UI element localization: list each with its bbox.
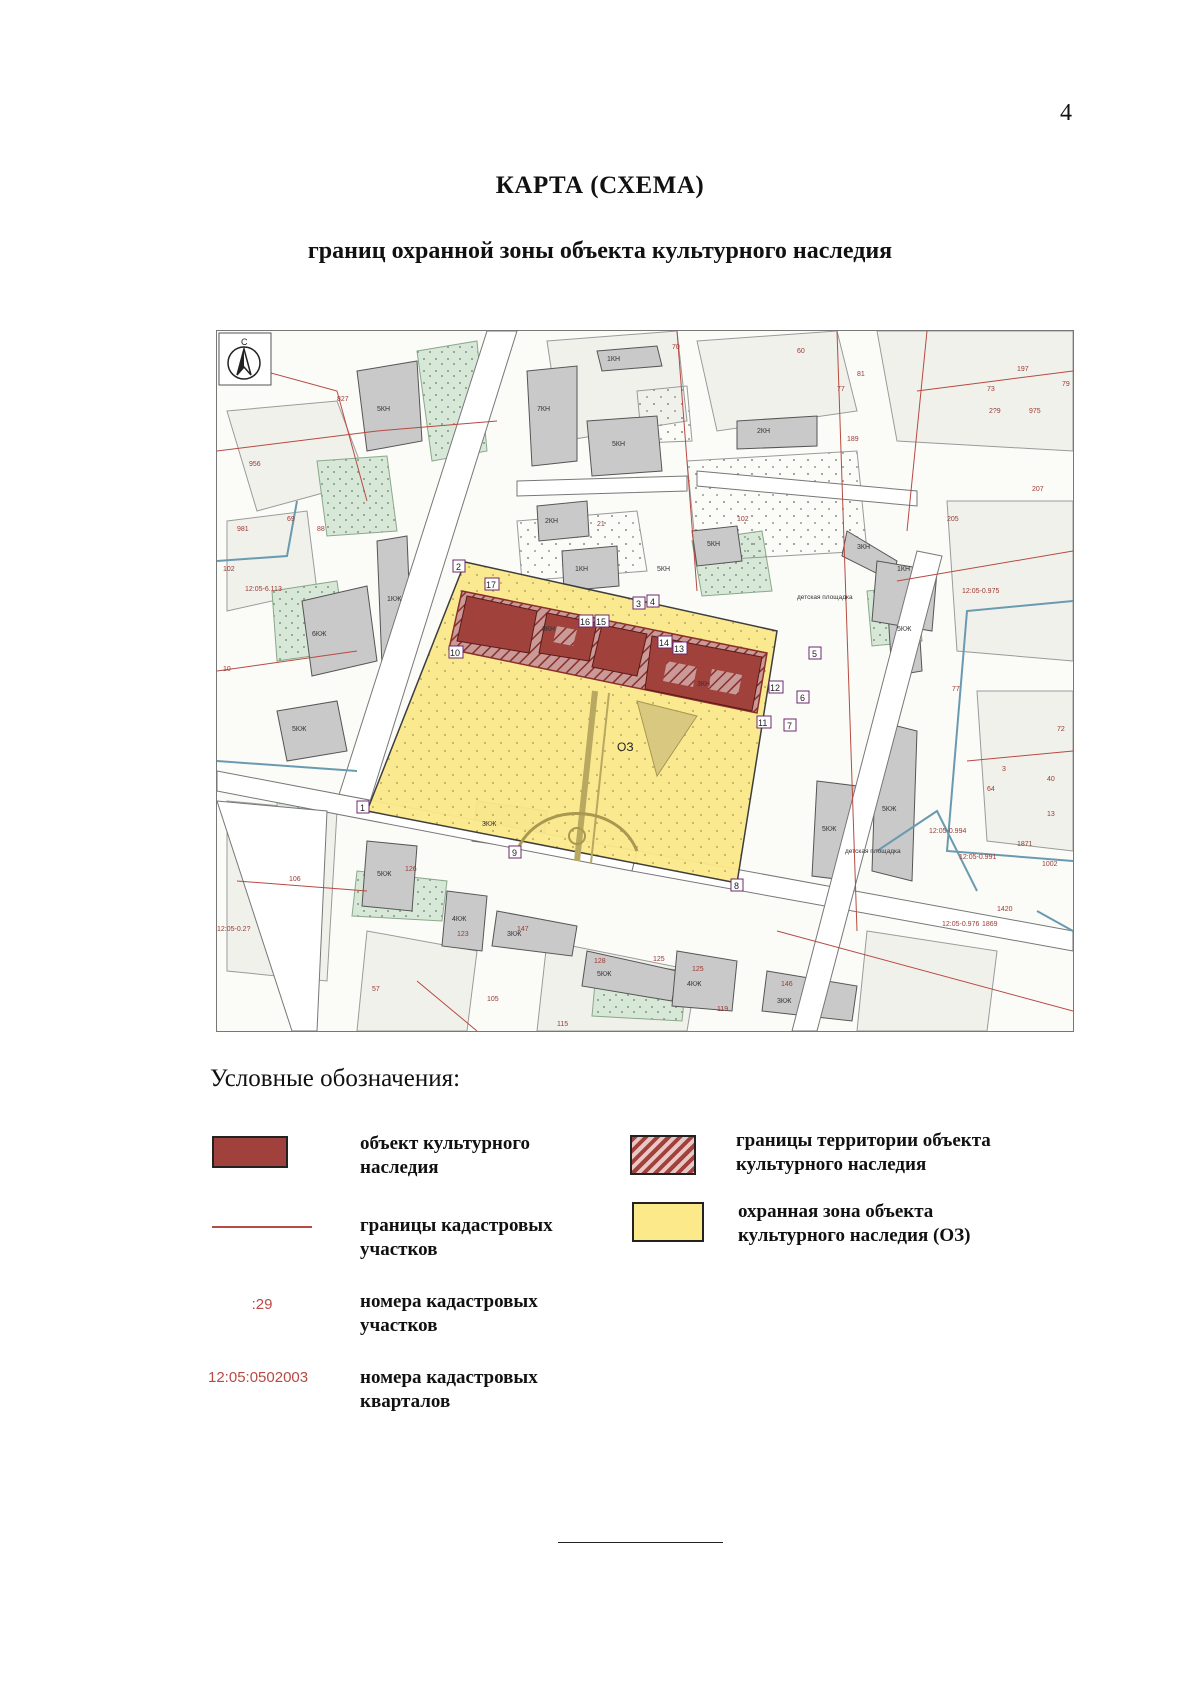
svg-text:205: 205 (947, 516, 959, 523)
svg-text:119: 119 (717, 1006, 729, 1013)
svg-text:70: 70 (672, 344, 680, 351)
svg-text:827: 827 (337, 396, 349, 403)
cultural-object-swatch (212, 1136, 288, 1168)
legend-item-territory-boundary (630, 1130, 991, 1177)
svg-text:1КЖ: 1КЖ (387, 596, 402, 603)
zone-label: ОЗ (617, 740, 634, 754)
svg-text:10: 10 (450, 648, 461, 658)
svg-text:57: 57 (372, 986, 380, 993)
page-title: КАРТА (СХЕМА) (495, 172, 705, 199)
svg-text:72: 72 (1057, 726, 1065, 733)
north-arrow (219, 333, 271, 385)
svg-text:5КЖ: 5КЖ (897, 626, 912, 633)
svg-text:64: 64 (987, 786, 995, 793)
svg-text:5КЖ: 5КЖ (377, 871, 392, 878)
zone-map-canvas (217, 331, 1073, 1031)
svg-text:6: 6 (800, 693, 806, 703)
legend-item-cultural-object (212, 1133, 531, 1180)
svg-text:102: 102 (223, 566, 235, 573)
point-marker (449, 646, 463, 658)
legend-text-line: культурного наследия (736, 1154, 927, 1175)
svg-text:1КН: 1КН (607, 356, 621, 363)
point-marker (647, 595, 659, 607)
svg-text:9: 9 (512, 848, 518, 858)
legend-item-cadastral-boundary (212, 1214, 553, 1262)
svg-text:4КЖ: 4КЖ (687, 981, 702, 988)
svg-text:8: 8 (734, 881, 740, 891)
point-marker (579, 615, 593, 627)
point-marker (797, 691, 809, 703)
point-marker (595, 615, 609, 627)
svg-text:69: 69 (287, 516, 295, 523)
svg-text:1КН: 1КН (575, 566, 589, 573)
svg-text:3КЖ: 3КЖ (507, 931, 522, 938)
svg-text:77: 77 (952, 686, 960, 693)
legend-text-line: участков (360, 1315, 438, 1336)
svg-text:1002: 1002 (1042, 861, 1058, 868)
page-subtitle: границ охранной зоны объекта культурного наследия (307, 238, 893, 264)
legend-title: Условные обозначения: (210, 1065, 461, 1092)
legend-text-line: объект культурного (360, 1133, 531, 1154)
svg-text:3: 3 (1002, 766, 1006, 773)
svg-text:12:05-0.976: 12:05-0.976 (942, 921, 980, 928)
point-marker (757, 716, 771, 728)
point-marker (357, 801, 369, 813)
svg-text:3КЖ: 3КЖ (482, 821, 497, 828)
page-number: 4 (1060, 100, 1072, 126)
svg-text:21: 21 (597, 521, 605, 528)
svg-text:146: 146 (781, 981, 793, 988)
svg-text:7: 7 (787, 721, 793, 731)
svg-text:77: 77 (837, 386, 845, 393)
svg-text:2: 2 (456, 562, 462, 572)
footer-rule (558, 1542, 723, 1543)
svg-text:115: 115 (557, 1021, 569, 1028)
svg-text:5КЖ: 5КЖ (597, 971, 612, 978)
svg-text:12:05-0.994: 12:05-0.994 (929, 828, 967, 835)
legend-item-protection-zone (632, 1202, 970, 1248)
svg-text:4: 4 (650, 597, 656, 607)
point-marker (673, 642, 687, 654)
svg-text:3: 3 (636, 599, 642, 609)
legend-text-line: границы кадастровых (360, 1215, 553, 1236)
svg-text:17: 17 (486, 580, 497, 590)
legend-text (360, 1214, 553, 1262)
legend-text (736, 1129, 991, 1177)
svg-text:981: 981 (237, 526, 249, 533)
svg-text:детская площадка: детская площадка (797, 594, 853, 601)
legend-text-line: наследия (360, 1157, 439, 1178)
svg-text:147: 147 (517, 926, 529, 933)
svg-text:126: 126 (405, 866, 417, 873)
svg-text:12: 12 (770, 683, 781, 693)
legend-item-parcel-number (212, 1290, 538, 1338)
svg-text:16: 16 (580, 617, 591, 627)
svg-text:13: 13 (1047, 811, 1055, 818)
svg-text:5КН: 5КН (612, 441, 626, 448)
svg-text:14: 14 (659, 638, 670, 648)
svg-text:207: 207 (1032, 486, 1044, 493)
svg-text:5КН: 5КН (707, 541, 721, 548)
point-marker (784, 719, 796, 731)
svg-text:105: 105 (487, 996, 499, 1003)
svg-text:189: 189 (847, 436, 859, 443)
legend-text-line: культурного наследия (ОЗ) (738, 1225, 971, 1246)
svg-text:73: 73 (987, 386, 995, 393)
legend-text (360, 1290, 538, 1338)
svg-text:10: 10 (223, 666, 231, 673)
legend-text-line: кварталов (360, 1391, 451, 1412)
svg-text:1КН: 1КН (897, 566, 911, 573)
svg-text:1420: 1420 (997, 906, 1013, 913)
svg-text:2КН: 2КН (545, 518, 559, 525)
svg-text:3КН: 3КН (697, 681, 711, 688)
svg-text:4КЖ: 4КЖ (452, 916, 467, 923)
legend-text (738, 1200, 970, 1248)
svg-text:81: 81 (857, 371, 865, 378)
svg-text:123: 123 (457, 931, 469, 938)
territory-hatch-swatch (630, 1135, 696, 1175)
svg-text:197: 197 (1017, 366, 1029, 373)
legend-text-line: участков (360, 1239, 438, 1260)
svg-text:88: 88 (317, 526, 325, 533)
svg-text:5КЖ: 5КЖ (822, 826, 837, 833)
svg-text:79: 79 (1062, 381, 1070, 388)
svg-text:3КЖ: 3КЖ (777, 998, 792, 1005)
svg-text:12:05-0.991: 12:05-0.991 (959, 854, 997, 861)
svg-text:2?9: 2?9 (989, 408, 1001, 415)
svg-text:1871: 1871 (1017, 841, 1033, 848)
svg-text:60: 60 (797, 348, 805, 355)
svg-text:125: 125 (653, 956, 665, 963)
svg-text:5КН: 5КН (657, 566, 671, 573)
svg-text:2КН: 2КН (757, 428, 771, 435)
legend-item-quarter-number (208, 1366, 538, 1414)
svg-text:1869: 1869 (982, 921, 998, 928)
svg-text:5КЖ: 5КЖ (882, 806, 897, 813)
svg-text:детская площадка: детская площадка (845, 848, 901, 855)
svg-text:13: 13 (674, 644, 685, 654)
svg-text:128: 128 (594, 958, 606, 965)
svg-text:7КН: 7КН (537, 406, 551, 413)
svg-text:40: 40 (1047, 776, 1055, 783)
svg-text:5: 5 (812, 649, 818, 659)
legend-text-line: номера кадастровых (360, 1367, 538, 1388)
svg-text:6КЖ: 6КЖ (312, 631, 327, 638)
svg-text:5КЖ: 5КЖ (292, 726, 307, 733)
svg-text:102: 102 (737, 516, 749, 523)
parcel-number-sample: :29 (251, 1296, 273, 1313)
svg-text:15: 15 (596, 617, 607, 627)
svg-text:12:05-6.113: 12:05-6.113 (245, 586, 282, 593)
svg-text:956: 956 (249, 461, 261, 468)
svg-text:106: 106 (289, 876, 301, 883)
legend-text (360, 1366, 538, 1414)
svg-text:С: С (241, 337, 248, 347)
legend-text-line: границы территории объекта (736, 1130, 991, 1151)
svg-text:12:05-0.2?: 12:05-0.2? (217, 926, 251, 933)
svg-text:975: 975 (1029, 408, 1041, 415)
svg-text:5КН: 5КН (377, 406, 391, 413)
svg-text:3КН: 3КН (542, 626, 556, 633)
point-marker (509, 846, 521, 858)
point-marker (731, 879, 743, 891)
svg-text:125: 125 (692, 966, 704, 973)
legend-text (360, 1132, 530, 1180)
point-marker (658, 636, 672, 648)
quarter-number-sample: 12:05:0502003 (208, 1369, 309, 1386)
point-marker (453, 560, 465, 572)
cadastral-boundary-line-sample (212, 1226, 312, 1228)
svg-text:11: 11 (758, 718, 768, 728)
point-marker (485, 578, 499, 590)
point-marker (769, 681, 783, 693)
svg-text:12:05-0.975: 12:05-0.975 (962, 588, 1000, 595)
legend-text-line: номера кадастровых (360, 1291, 538, 1312)
svg-text:1: 1 (360, 803, 366, 813)
svg-text:3КН: 3КН (857, 544, 871, 551)
point-marker (809, 647, 821, 659)
protection-zone-swatch (632, 1202, 704, 1242)
zone-map (216, 330, 1074, 1032)
legend-text-line: охранная зона объекта (738, 1201, 934, 1222)
point-marker (633, 597, 645, 609)
